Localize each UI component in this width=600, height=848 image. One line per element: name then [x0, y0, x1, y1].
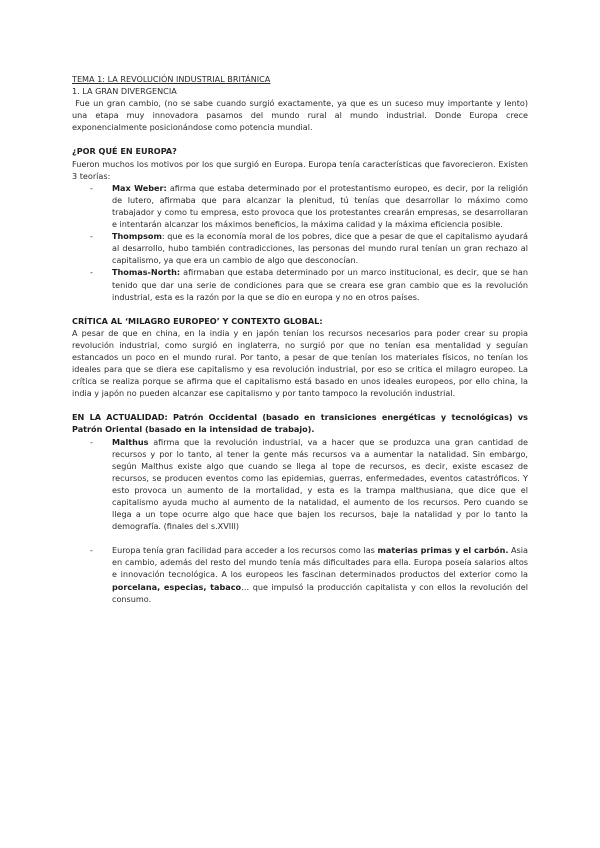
europa-text-1: Europa tenía gran facilidad para acceder a los recursos como las: [112, 545, 378, 556]
list-item: [112, 544, 528, 604]
europa-text-3: … que impulsó la producción capitalista y con ellos la revolución del consumo.: [112, 581, 528, 604]
document-title: TEMA 1: LA REVOLUCIÓN INDUSTRIAL BRITÁNICA: [72, 74, 271, 84]
europa-bold-2: porcelana, especias, tabaco: [112, 581, 242, 592]
list-item: [112, 266, 528, 302]
intro-paragraph: Fue un gran cambio, (no se sabe cuando surgió exactamente, ya que es un suceso muy importante y lento) una etapa muy innovadora pasamos del mundo rural al mundo industrial. Donde Europa crece exponencialmente posicionándose como potencia mundial.: [72, 98, 531, 133]
document-page: [72, 73, 531, 605]
europa-text-2: Asia en cambio, además del resto del mundo tenía más dificultades para ella. Europa poseía salarios altos e innovación tecnológica. A los europeos les fascinan determinados productos del exterior como la: [112, 545, 528, 580]
heading-why-europe: ¿POR QUÉ EN EUROPA?: [72, 146, 177, 157]
europa-bold-1: materias primas y el carbón.: [377, 545, 509, 556]
critica-paragraph: A pesar de que en china, en la india y en japón tenían los recursos necesarios para poder crear su propia revolución industrial, como surgió en inglaterra, no surgió por que no tenían esa mentalidad y seguían estancados un poco en el mundo rural. Por tanto, a pesar de que tenían los materiales físicos, no tenían los ideales para que se diera ese capitalismo y esa revolución industrial, por eso se critica el milagro europeo. La crítica se realiza porque se afirma que el capitalismo está basado en unos ideales europeos, por ello china, la india y japón no pueden alcanzar ese capitalismo y por tanto tampoco la revolución industrial.: [72, 327, 528, 399]
section-subtitle: 1. LA GRAN DIVERGENCIA: [72, 86, 177, 97]
term-weber: Max Weber:: [112, 182, 167, 193]
why-europe-paragraph: Fueron muchos los motivos por los que surgió en Europa. Europa tenía características que favorecieron. Existen 3 teorías:: [72, 158, 528, 181]
list-item: [112, 182, 528, 230]
term-thomas-north: Thomas-North:: [112, 267, 181, 278]
text-malthus: afirma que la revolución industrial, va a hacer que se produzca una gran cantidad de recursos y por lo tanto, al tener la gente más recursos va a aumentar la natalidad. Sin embargo, según Malthus existe algo que cuando se llega al tope de recursos, es decir, existe escasez de recursos, se producen eventos como las epidemias, guerras, enfermedades, eventos catastróficos. Y esto provoca un aumento de la mortalidad, y esta es la trampa malthusiana, que dice que el capitalismo ayuda mucho al aumento de la natalidad, el aumento de los recursos. Pero cuando se llega a un tope ocurre algo que hace que bajen los recursos, baje la natalidad y por lo tanto la demografía. (finales del s.XVIII): [112, 436, 528, 532]
text-thompsom: : que es la economía moral de los pobres, dice que a pesar de que el capitalismo ayudará al desarrollo, hubo también contradicciones, las personas del mundo rural tenían un gran rechazo al capitalismo, ya que era un cambio de algo que desconocían.: [112, 231, 528, 266]
list-item: [112, 230, 528, 266]
term-malthus: Malthus: [112, 436, 149, 447]
text-thomas-north: afirmaban que estaba determinado por un marco institucional, es decir, que se han tenido que dar una serie de condiciones para que se creara ese gran cambio que es la revolución industrial, esta es la razón por la que se dio en europa y no en otros países.: [112, 267, 528, 302]
actualidad-list: [72, 436, 528, 533]
list-item: [112, 436, 528, 533]
term-thompsom: Thompsom: [112, 231, 162, 242]
europa-list: [72, 544, 528, 604]
heading-actualidad: EN LA ACTUALIDAD: Patrón Occidental (basado en transiciones energéticas y tecnológicas) vs Patrón Oriental (basado en la intensidad de trabajo).: [72, 412, 528, 435]
theories-list: [72, 182, 528, 303]
heading-critica: CRÍTICA AL ‘MILAGRO EUROPEO’ Y CONTEXTO GLOBAL:: [72, 315, 323, 326]
text-weber: afirma que estaba determinado por el protestantismo europeo, es decir, por la religión de lutero, afirmaba que para alcanzar la plenitud, tú tenías que desarrollar lo máximo como trabajador y como tu empresa, esto provoca que los protestantes crearán empresas, se desarrollaran e intentarán alcanzar los máximos beneficios, la máxima calidad y la máxima eficiencia posible.: [112, 182, 528, 230]
